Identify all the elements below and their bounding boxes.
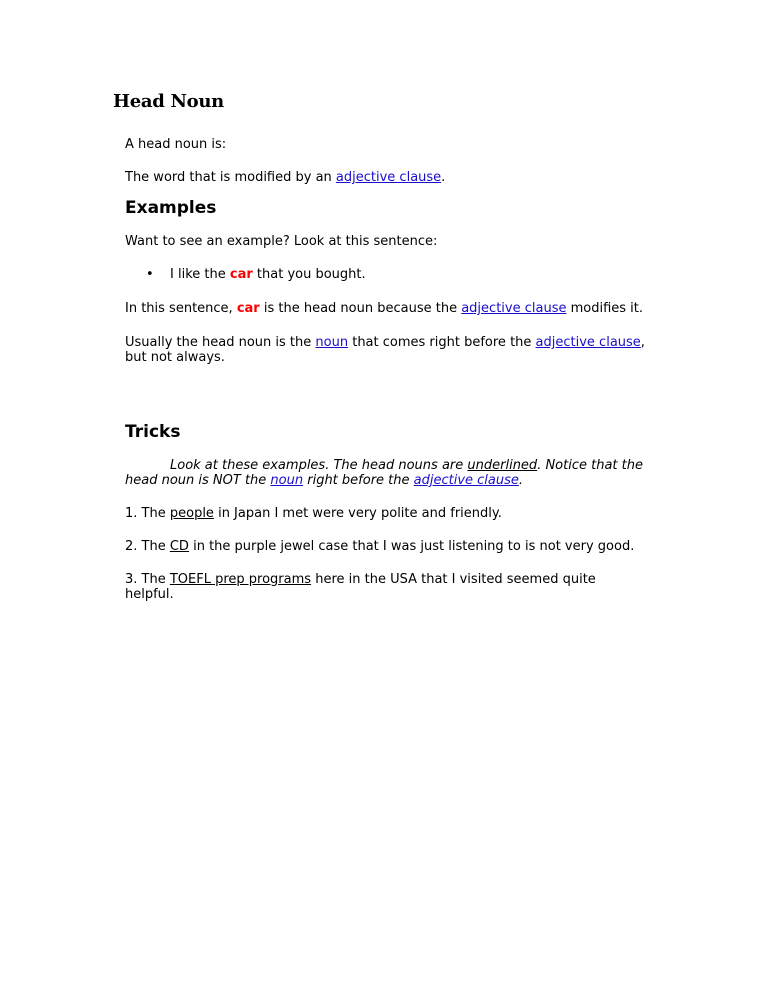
tricks-period: . — [518, 473, 524, 488]
tricks-heading: Tricks — [125, 422, 181, 442]
item-number: 1. The — [125, 506, 166, 521]
adjective-clause-link[interactable]: adjective clause — [335, 170, 442, 185]
noun-link[interactable]: noun — [270, 473, 304, 488]
tricks-text: Look at these examples. The head nouns are — [170, 458, 464, 473]
explanation-paragraph — [125, 301, 645, 316]
usually-comma: , — [640, 335, 645, 350]
tricks-line2-middle: right before the — [307, 473, 410, 488]
definition-period: . — [441, 170, 446, 185]
tricks-intro — [125, 458, 645, 488]
list-item — [125, 267, 645, 282]
definition-text: The word that is modified by an — [125, 170, 332, 185]
underlined-word: underlined — [467, 458, 538, 473]
explanation-end: modifies it. — [570, 301, 644, 316]
trick-item — [125, 539, 645, 554]
usually-middle: that comes right before the — [352, 335, 532, 350]
example-text-end: that you bought. — [256, 267, 366, 282]
highlighted-noun: car — [229, 267, 253, 282]
bullet-icon: • — [146, 267, 154, 282]
head-noun: CD — [169, 539, 189, 554]
trick-item — [125, 572, 645, 602]
explanation-middle: is the head noun because the — [263, 301, 458, 316]
head-noun: people — [169, 506, 214, 521]
intro-text: A head noun is: — [125, 137, 227, 152]
item-number: 3. The — [125, 572, 166, 587]
item-text: in Japan I met were very polite and friendly. — [218, 506, 502, 521]
head-noun: TOEFL prep programs — [169, 572, 312, 587]
adjective-clause-link[interactable]: adjective clause — [413, 473, 519, 488]
examples-heading: Examples — [125, 198, 217, 218]
adjective-clause-link[interactable]: adjective clause — [461, 301, 567, 316]
highlighted-noun: car — [236, 301, 260, 316]
example-list — [125, 267, 645, 282]
usually-text: Usually the head noun is the — [125, 335, 312, 350]
examples-intro: Want to see an example? Look at this sentence: — [125, 234, 438, 249]
adjective-clause-link[interactable]: adjective clause — [535, 335, 641, 350]
tricks-middle: . Notice that the — [537, 458, 643, 473]
explanation-text: In this sentence, — [125, 301, 233, 316]
intro-definition — [125, 170, 645, 185]
item-text: in the purple jewel case that I was just listening to is not very good. — [193, 539, 635, 554]
usually-paragraph — [125, 335, 645, 365]
page-title: Head Noun — [113, 91, 224, 112]
noun-link[interactable]: noun — [315, 335, 349, 350]
trick-item — [125, 506, 645, 521]
usually-line2: but not always. — [125, 350, 225, 365]
item-text: here in the USA that I visited seemed quite helpful. — [125, 572, 596, 602]
document-body — [125, 137, 645, 602]
item-number: 2. The — [125, 539, 166, 554]
tricks-line2: head noun is NOT the — [125, 473, 267, 488]
example-text: I like the — [170, 267, 226, 282]
